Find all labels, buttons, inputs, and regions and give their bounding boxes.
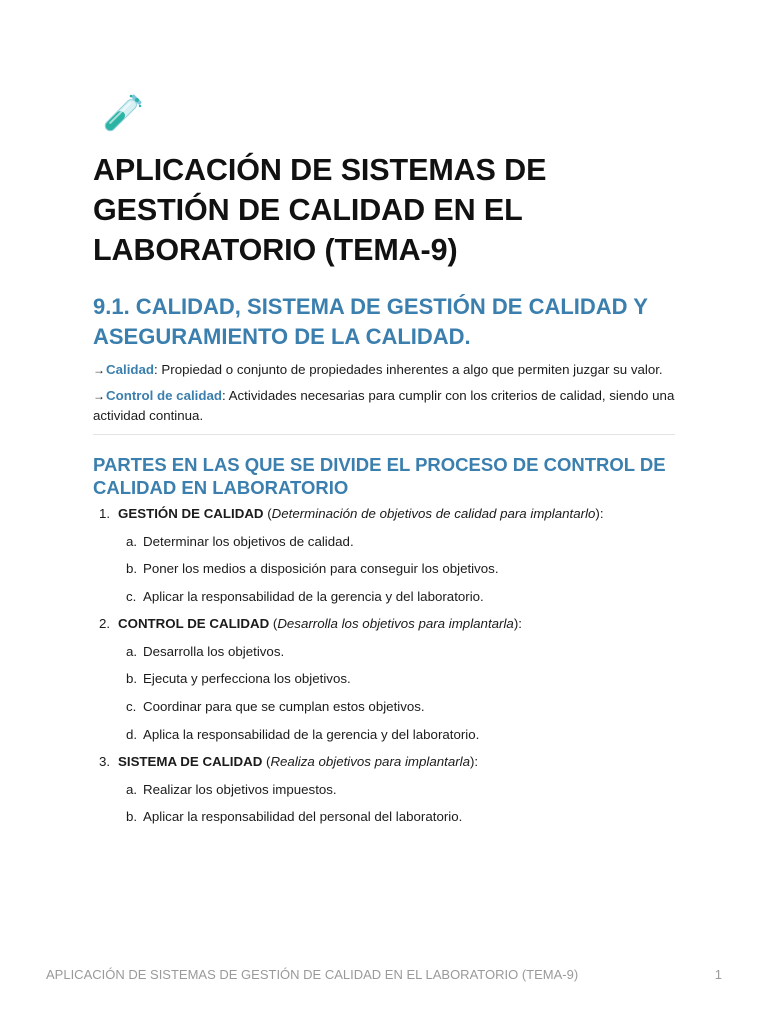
- list-item-description: Desarrolla los objetivos para implantarla: [277, 616, 514, 632]
- sublist-letter: a.: [126, 533, 138, 549]
- document-title: APLICACIÓN DE SISTEMAS DE GESTIÓN DE CALIDAD EN EL LABORATORIO (TEMA-9): [93, 153, 547, 267]
- list-item-gestion-de-calidad: [93, 504, 675, 607]
- test-tube-icon: [91, 92, 145, 144]
- sublist-letter: b.: [126, 809, 138, 825]
- sublist-item: [118, 780, 675, 800]
- sublist-item: [118, 669, 675, 689]
- sublist-text: Determinar los objetivos de calidad.: [143, 533, 354, 549]
- sublist-text: Ejecuta y perfecciona los objetivos.: [143, 671, 351, 687]
- definition-control-de-calidad: [93, 386, 675, 426]
- sublist-letter: b.: [126, 561, 138, 577]
- paren-open: (: [263, 506, 272, 521]
- list-item-heading: GESTIÓN DE CALIDAD: [118, 506, 264, 521]
- list-item-sistema-de-calidad: [93, 752, 675, 827]
- sublist: [118, 532, 675, 607]
- footer-title: APLICACIÓN DE SISTEMAS DE GESTIÓN DE CALIDAD EN EL LABORATORIO (TEMA-9): [46, 967, 579, 982]
- sublist-item: [118, 697, 675, 717]
- page-number: 1: [714, 967, 722, 982]
- sublist: [118, 642, 675, 745]
- list-item-control-de-calidad: [93, 614, 675, 744]
- definition-term: Control de calidad: [106, 388, 222, 403]
- sublist-text: Aplica la responsabilidad de la gerencia y del laboratorio.: [143, 726, 480, 742]
- sublist-item: [118, 559, 675, 579]
- paren-close: ):: [470, 754, 479, 770]
- list-item-description: Determinación de objetivos de calidad para implantarlo: [271, 506, 596, 521]
- arrow-icon: →: [93, 389, 105, 403]
- sublist-letter: b.: [126, 671, 138, 687]
- list-item-description: Realiza objetivos para implantarla: [270, 754, 470, 770]
- sublist-text: Coordinar para que se cumplan estos objetivos.: [143, 699, 425, 715]
- paren-open: (: [269, 616, 278, 632]
- sublist-text: Poner los medios a disposición para conseguir los objetivos.: [143, 561, 499, 577]
- sublist-letter: a.: [126, 643, 138, 659]
- sublist-text: Aplicar la responsabilidad de la gerencia y del laboratorio.: [143, 588, 484, 604]
- sublist-item: [118, 807, 675, 827]
- section-heading: 9.1. CALIDAD, SISTEMA DE GESTIÓN DE CALIDAD Y ASEGURAMIENTO DE LA CALIDAD.: [93, 294, 648, 349]
- definition-calidad: [93, 360, 675, 380]
- definition-text: : Actividades necesarias para cumplir con los criterios de calidad, siendo una actividad continua.: [93, 388, 675, 423]
- list-item-heading: SISTEMA DE CALIDAD: [118, 754, 263, 770]
- list-number: 2.: [99, 616, 111, 632]
- sublist-item: [118, 725, 675, 745]
- sublist: [118, 780, 675, 828]
- sublist-item: [118, 532, 675, 552]
- sublist-text: Realizar los objetivos impuestos.: [143, 781, 337, 797]
- arrow-icon: →: [93, 363, 105, 377]
- sublist-letter: c.: [126, 699, 137, 715]
- subsection-heading: PARTES EN LAS QUE SE DIVIDE EL PROCESO DE CONTROL DE CALIDAD EN LABORATORIO: [93, 454, 666, 498]
- process-parts-list: [93, 504, 675, 827]
- paren-close: ):: [513, 616, 522, 632]
- sublist-text: Aplicar la responsabilidad del personal del laboratorio.: [143, 809, 463, 825]
- divider: [93, 434, 675, 435]
- list-number: 3.: [99, 754, 111, 770]
- definition-term: Calidad: [106, 362, 155, 377]
- sublist-letter: d.: [126, 726, 138, 742]
- definition-text: : Propiedad o conjunto de propiedades inherentes a algo que permiten juzgar su valor.: [154, 362, 663, 377]
- list-number: 1.: [99, 506, 111, 521]
- list-item-heading: CONTROL DE CALIDAD: [118, 616, 270, 632]
- sublist-letter: a.: [126, 781, 138, 797]
- document-body: [93, 92, 675, 827]
- page-footer: [46, 967, 722, 982]
- sublist-item: [118, 642, 675, 662]
- sublist-item: [118, 587, 675, 607]
- paren-open: (: [262, 754, 271, 770]
- sublist-text: Desarrolla los objetivos.: [143, 643, 285, 659]
- paren-close: ):: [595, 506, 604, 521]
- sublist-letter: c.: [126, 588, 137, 604]
